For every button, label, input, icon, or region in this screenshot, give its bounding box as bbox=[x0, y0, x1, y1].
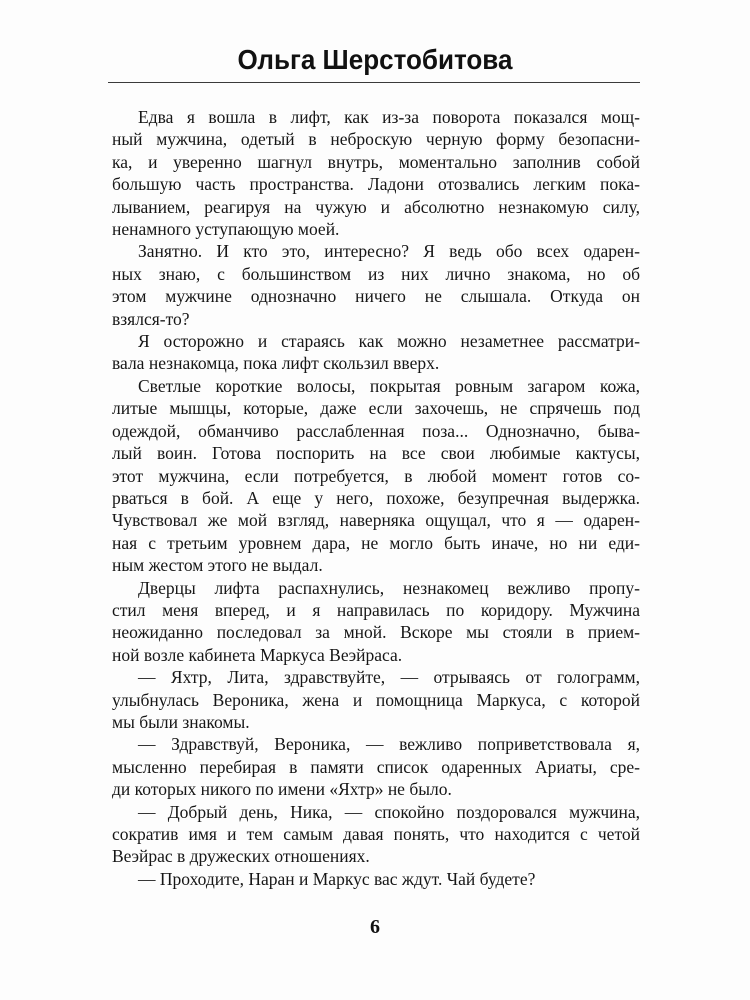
paragraph bbox=[112, 801, 640, 868]
text-line: ненамного уступающую моей. bbox=[112, 219, 340, 240]
text-line: мысленно перебирая в памяти список одаренных Ариаты, сре- bbox=[112, 756, 640, 777]
text-line: — Добрый день, Ника, — спокойно поздоровался мужчина, bbox=[138, 801, 640, 822]
text-line: стил меня вперед, и я направилась по коридору. Мужчина bbox=[112, 599, 640, 620]
text-line: сократив имя и тем самым давая понять, что находится с четой bbox=[112, 824, 640, 844]
paragraph bbox=[112, 106, 640, 240]
text-line: Занятно. И кто это, интересно? Я ведь обо всех одарен- bbox=[138, 241, 640, 262]
paragraph bbox=[112, 868, 640, 890]
text-line: Едва я вошла в лифт, как из-за поворота показался мощ- bbox=[138, 107, 640, 127]
paragraph bbox=[112, 733, 640, 800]
text-line: Я осторожно и стараясь как можно незаметнее рассматри- bbox=[138, 331, 640, 352]
header-rule bbox=[108, 82, 640, 83]
text-line: ка, и уверенно шагнул внутрь, моментально заполнив собой bbox=[112, 151, 640, 172]
paragraph bbox=[112, 330, 640, 375]
page-number: 6 bbox=[370, 916, 380, 938]
paragraph bbox=[112, 666, 640, 733]
paragraph bbox=[112, 577, 640, 667]
page-body bbox=[112, 106, 640, 890]
text-line: Чувствовал же мой взгляд, наверняка ощущал, что я — одарен- bbox=[112, 510, 640, 531]
text-line: ных знаю, с большинством из них лично знакома, но об bbox=[112, 263, 640, 284]
text-line: рваться в бой. А еще у него, похоже, безупречная выдержка. bbox=[112, 487, 640, 508]
text-line: лый воин. Готова поспорить на все свои любимые кактусы, bbox=[112, 443, 640, 464]
text-line: литые мышцы, которые, даже если захочешь, не спрячешь под bbox=[112, 398, 640, 419]
text-line: этот мужчина, если потребуется, в любой момент готов со- bbox=[112, 465, 640, 486]
text-line: Дверцы лифта распахнулись, незнакомец вежливо пропу- bbox=[138, 577, 640, 598]
text-line: вала незнакомца, пока лифт скользил вверх. bbox=[112, 353, 440, 374]
text-line: ная с третьим уровнем дара, не могло быть иначе, но ни еди- bbox=[112, 532, 640, 553]
text-line: мы были знакомы. bbox=[112, 711, 250, 732]
text-line: ди которых никого по имени «Яхтр» не было. bbox=[112, 779, 452, 800]
text-line: ным жестом этого не выдал. bbox=[112, 555, 323, 576]
text-line: большую часть пространства. Ладони отозвались легким пока- bbox=[112, 174, 640, 195]
text-line: Веэйрас в дружеских отношениях. bbox=[112, 846, 370, 867]
running-head-author: Ольга Шерстобитова bbox=[237, 44, 513, 75]
text-line: лыванием, реагируя на чужую и абсолютно незнакомую силу, bbox=[112, 196, 640, 217]
text-line: — Яхтр, Лита, здравствуйте, — отрываясь от голограмм, bbox=[138, 667, 640, 688]
paragraph bbox=[112, 375, 640, 577]
text-line: улыбнулась Вероника, жена и помощница Маркуса, с которой bbox=[112, 689, 640, 710]
text-line: ной возле кабинета Маркуса Веэйраса. bbox=[112, 644, 403, 665]
text-line: взялся-то? bbox=[112, 308, 190, 329]
text-line: одеждой, обманчиво расслабленная поза... Однозначно, быва- bbox=[112, 420, 640, 441]
text-line: неожиданно последовал за мной. Вскоре мы стояли в прием- bbox=[112, 622, 640, 643]
text-line: — Здравствуй, Вероника, — вежливо поприветствовала я, bbox=[138, 734, 640, 755]
paragraph bbox=[112, 240, 640, 330]
text-line: — Проходите, Наран и Маркус вас ждут. Чай будете? bbox=[138, 868, 536, 889]
text-line: ный мужчина, одетый в неброскую черную форму безопасни- bbox=[112, 129, 640, 150]
text-line: этом мужчине однозначно ничего не слышала. Откуда он bbox=[112, 286, 640, 307]
text-line: Светлые короткие волосы, покрытая ровным загаром кожа, bbox=[138, 375, 640, 396]
